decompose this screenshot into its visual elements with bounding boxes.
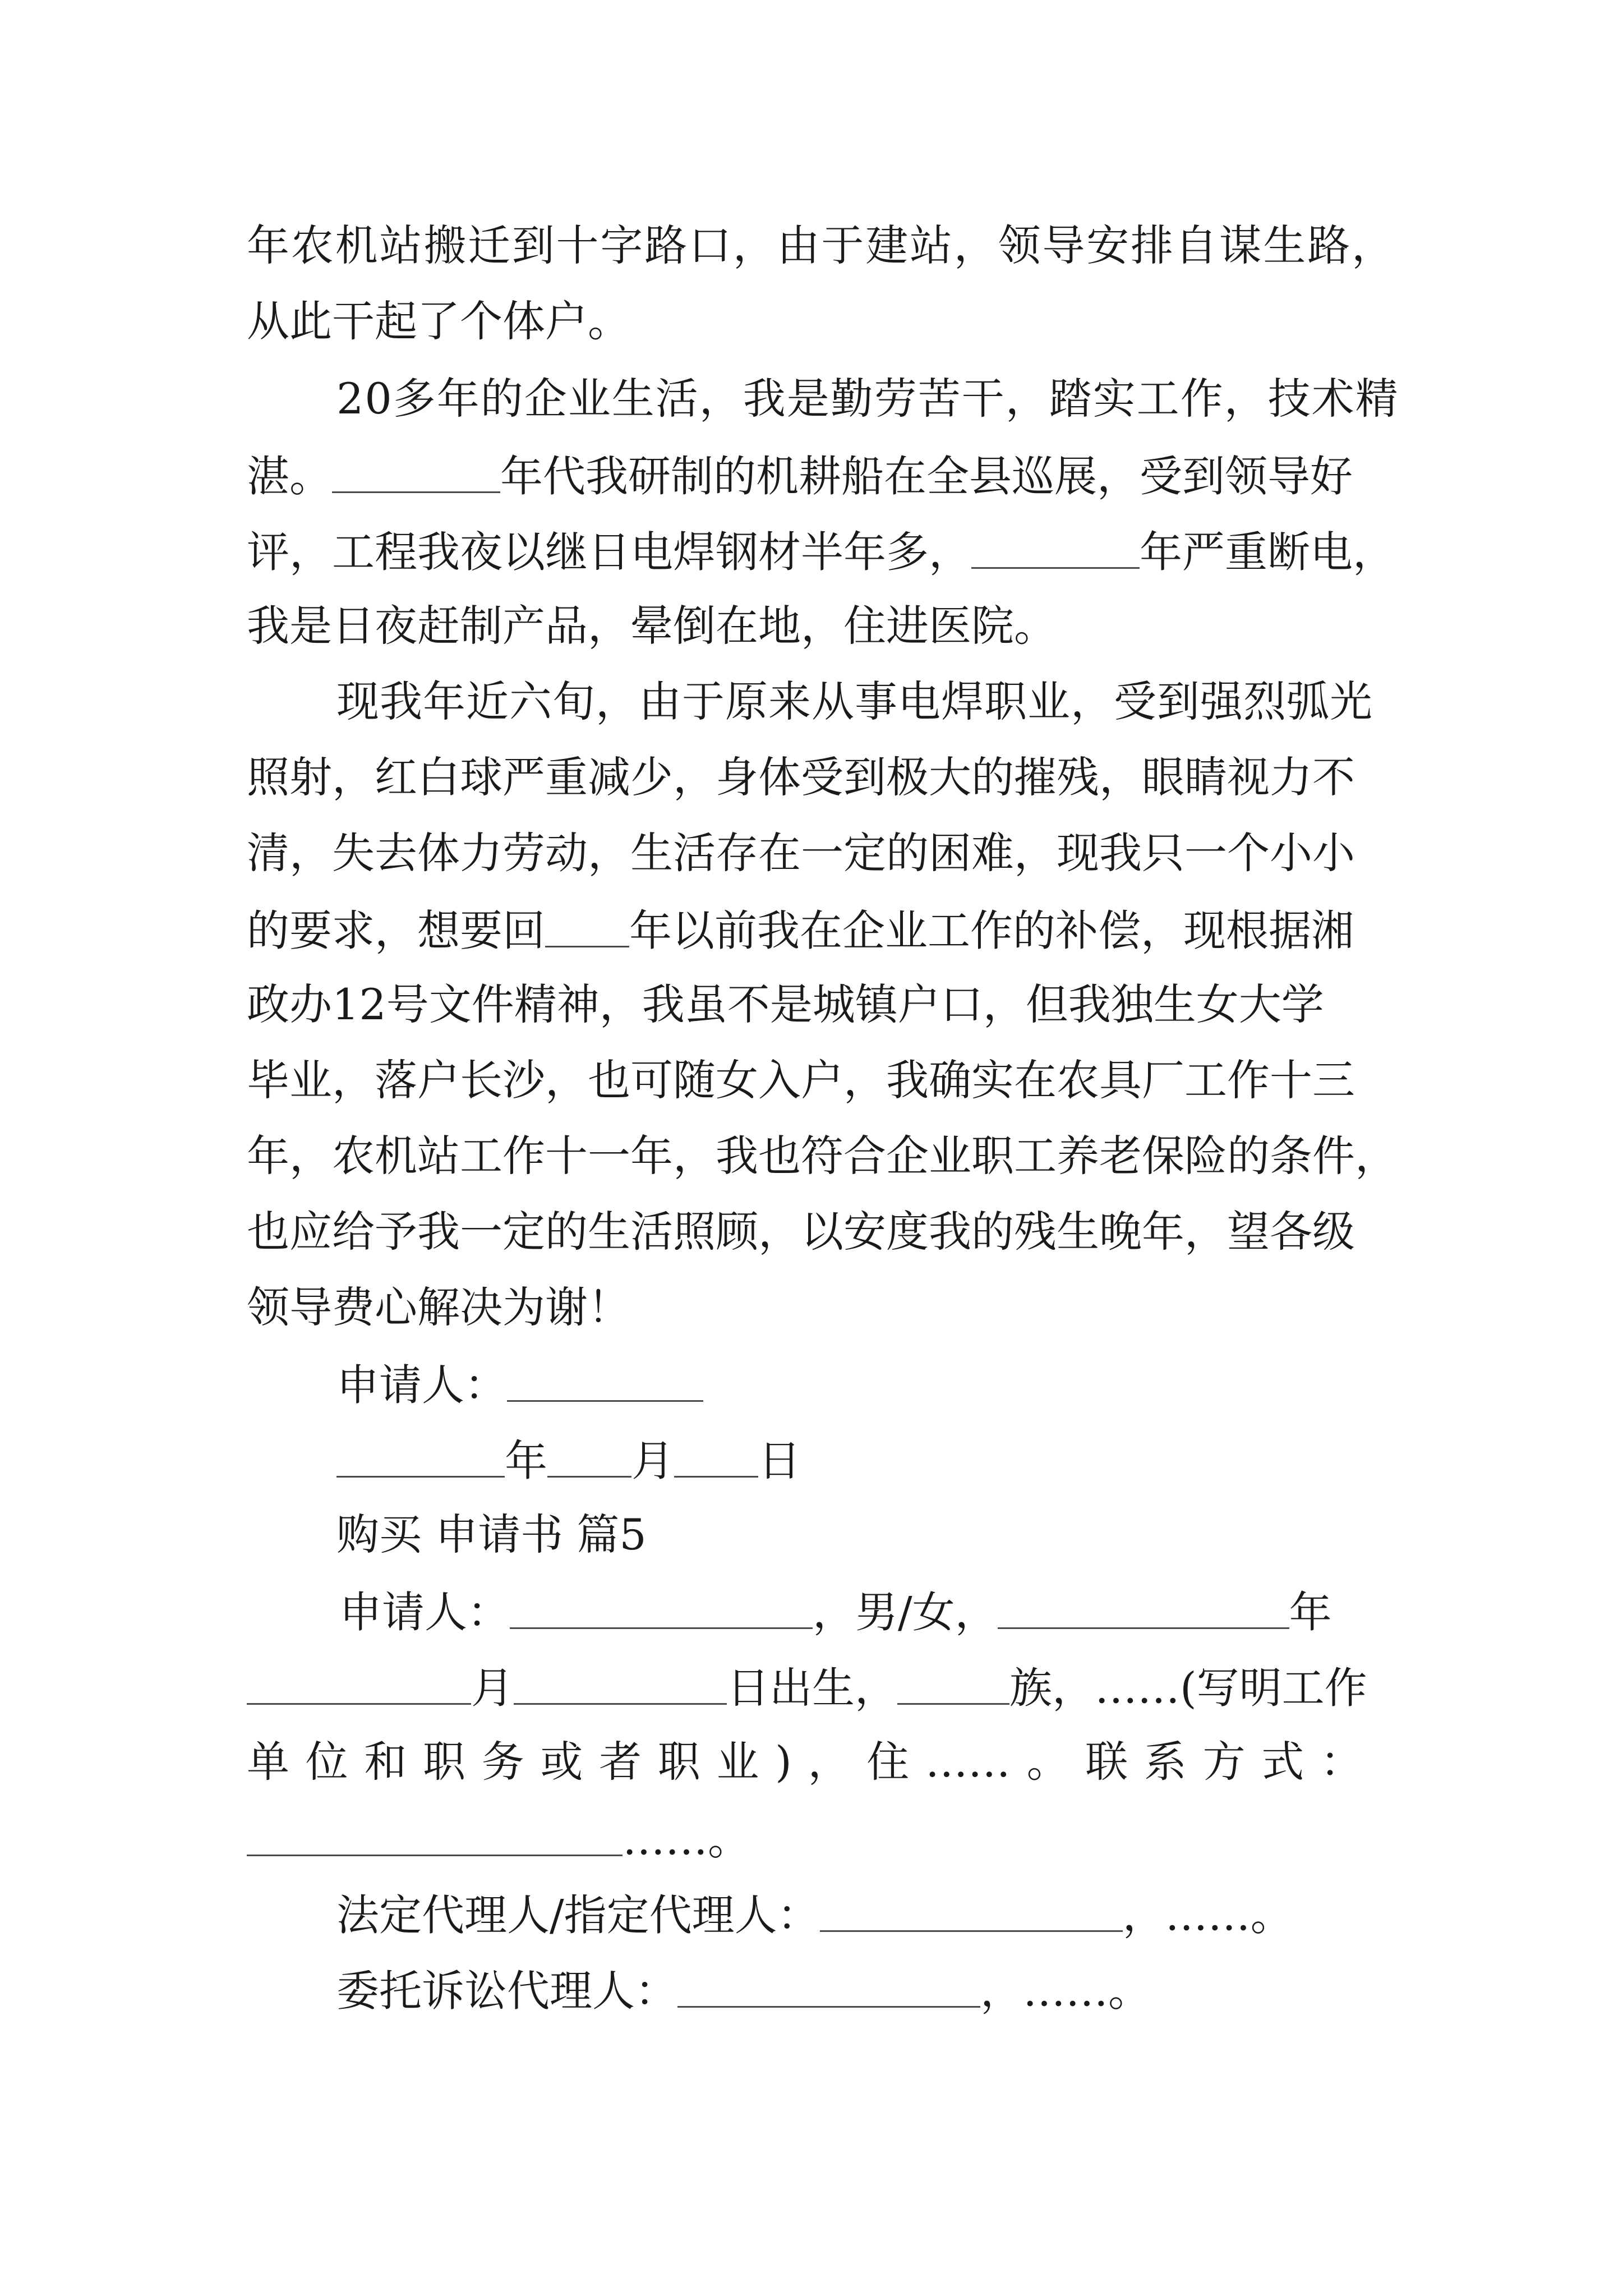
text-line: 照射，红白球严重减少，身体受到极大的摧残，眼睛视力不 — [247, 752, 1355, 802]
text-line: 我是日夜赶制产品，晕倒在地，住进医院。 — [247, 601, 1057, 651]
fill-blank — [514, 1665, 727, 1705]
template-line — [247, 1663, 1367, 1713]
text-line: 政办12号文件精神，我虽不是城镇户口，但我独生女大学 — [247, 979, 1324, 1029]
day-label: 日 — [758, 1435, 801, 1486]
fill-blank — [247, 1816, 623, 1856]
text-segment: 年 — [1289, 1587, 1332, 1637]
fill-blank — [677, 1968, 980, 2008]
text-segment: 月 — [471, 1663, 514, 1713]
text-line: 现我年近六旬，由于原来从事电焊职业，受到强烈弧光 — [336, 677, 1373, 726]
text-segment: 申请人： — [339, 1587, 510, 1637]
fill-blank — [674, 1438, 758, 1478]
signature-line — [336, 1360, 703, 1410]
fill-blank — [998, 1589, 1289, 1629]
template-line — [339, 1587, 1332, 1637]
fill-blank — [545, 908, 629, 947]
text-line — [247, 451, 1353, 501]
template-line: 单位和职务或者职业)，住……。联系方式： — [247, 1737, 1363, 1787]
text-segment: 的要求，想要回 — [247, 905, 545, 956]
legal-agent-line — [336, 1890, 1293, 1940]
text-line: 年农机站搬迁到十字路口，由于建站，领导安排自谋生路， — [247, 220, 1394, 270]
text-segment: ，男/女， — [813, 1587, 998, 1637]
text-line: 20多年的企业生活，我是勤劳苦干，踏实工作，技术精 — [336, 374, 1399, 424]
fill-blank — [507, 1362, 703, 1402]
text-segment: 年以前我在企业工作的补偿，现根据湘 — [629, 905, 1354, 956]
text-segment: 年严重断电， — [1140, 527, 1395, 577]
section-title: 购买 申请书 篇5 — [336, 1510, 647, 1559]
text-line — [247, 527, 1395, 577]
text-segment: ，……。 — [980, 1966, 1151, 2016]
fill-blank — [336, 1438, 505, 1478]
text-line — [247, 905, 1354, 956]
text-line: 从此干起了个体户。 — [247, 296, 630, 346]
text-segment: 族，……(写明工作 — [1009, 1663, 1367, 1713]
text-segment: ，……。 — [1122, 1890, 1293, 1940]
text-segment: ……。 — [623, 1814, 750, 1865]
month-label: 月 — [631, 1435, 674, 1486]
fill-blank — [547, 1438, 631, 1478]
fill-blank — [510, 1589, 813, 1629]
litigation-agent-line — [336, 1966, 1151, 2016]
fill-blank — [332, 453, 500, 493]
legal-agent-label: 法定代理人/指定代理人： — [336, 1890, 820, 1940]
litigation-agent-label: 委托诉讼代理人： — [336, 1966, 677, 2016]
fill-blank — [971, 529, 1140, 569]
text-segment: 湛。 — [247, 451, 332, 501]
fill-blank — [820, 1892, 1123, 1932]
text-line: 也应给予我一定的生活照顾，以安度我的残生晚年，望各级 — [247, 1207, 1355, 1257]
text-segment: 年代我研制的机耕船在全县巡展，受到领导好 — [500, 451, 1353, 501]
applicant-label: 申请人： — [336, 1360, 507, 1410]
text-line: 毕业，落户长沙，也可随女入户，我确实在农具厂工作十三 — [247, 1055, 1355, 1105]
template-line — [247, 1814, 750, 1865]
text-line: 年，农机站工作十一年，我也符合企业职工养老保险的条件， — [247, 1131, 1398, 1181]
text-line: 领导费心解决为谢！ — [247, 1282, 630, 1332]
fill-blank — [897, 1665, 1009, 1705]
text-segment: 日出生， — [727, 1663, 897, 1713]
year-label: 年 — [505, 1435, 547, 1486]
text-line: 清，失去体力劳动，生活存在一定的困难，现我只一个小小 — [247, 828, 1355, 878]
fill-blank — [247, 1665, 471, 1705]
date-line — [336, 1435, 801, 1486]
text-segment: 评，工程我夜以继日电焊钢材半年多， — [247, 527, 971, 577]
